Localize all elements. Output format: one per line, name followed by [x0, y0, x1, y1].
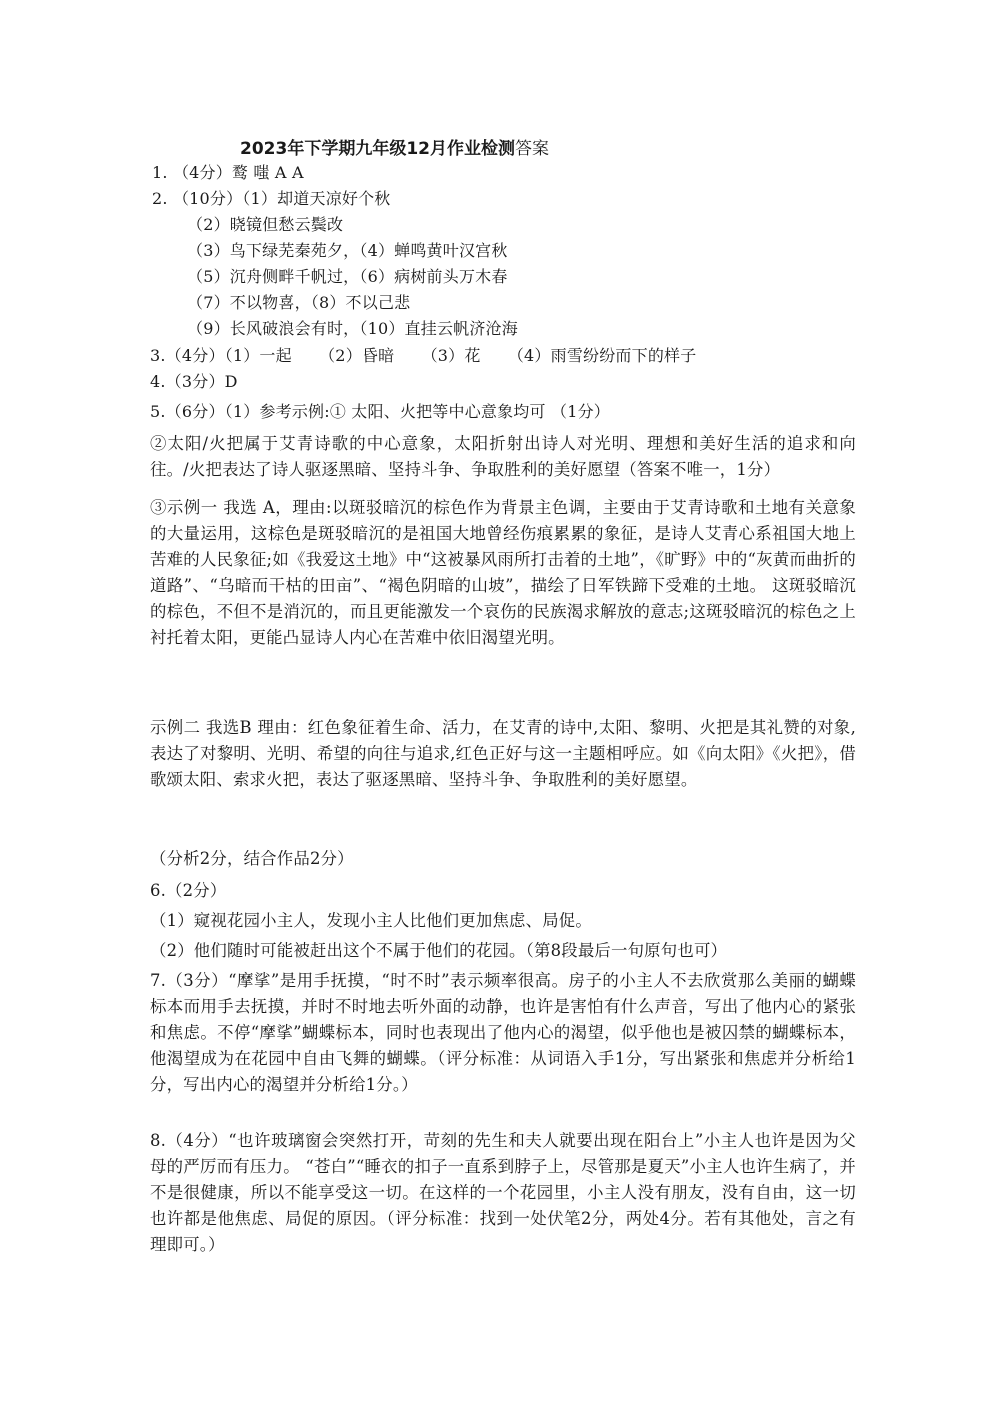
title-main: 2023年下学期九年级12月作业检测	[240, 139, 515, 159]
answer-q4: 4.（3分）D	[150, 372, 238, 391]
answer-q2-line4: （5）沉舟侧畔千帆过，（6）病树前头万木春	[187, 267, 508, 286]
answer-q5-example2: 示例二 我选B 理由：红色象征着生命、活力，在艾青的诗中,太阳、黎明、火把是其礼赞的对象,表达了对黎明、光明、希望的向往与追求,红色正好与这一主题相呼应。如《向太阳》《火把》，借歌颂太阳、索求火把，表达了驱逐黑暗、坚持斗争、争取胜利的美好愿望。	[150, 718, 856, 789]
page-title	[240, 134, 549, 159]
answer-q2-line5: （7）不以物喜，（8）不以己悲	[187, 293, 411, 312]
answer-q5-part3-example1: ③示例一 我选 A，理由:以斑驳暗沉的棕色作为背景主色调，主要由于艾青诗歌和土地有关意象的大量运用，这棕色是斑驳暗沉的是祖国大地曾经伤痕累累的象征，是诗人艾青心系祖国大地上苦难的人民象征;如《我爱这土地》中“这被暴风雨所打击着的土地”，《旷野》中的“灰黄而曲折的道路”、“乌暗而干枯的田亩”、“褐色阴暗的山坡”，描绘了日军铁蹄下受难的土地。 这斑驳暗沉的棕色，不但不是消沉的，而且更能激发一个哀伤的民族渴求解放的意志;这斑驳暗沉的棕色之上衬托着太阳，更能凸显诗人内心在苦难中依旧渴望光明。	[150, 498, 856, 647]
answer-q2-line2: （2）晓镜但愁云鬓改	[187, 215, 344, 234]
answer-q6-part2: （2）他们随时可能被赶出这个不属于他们的花园。（第8段最后一句原句也可）	[150, 941, 728, 960]
answer-q7: 7.（3分）“摩挲”是用手抚摸，“时不时”表示频率很高。房子的小主人不去欣赏那么美丽的蝴蝶标本而用手去抚摸，并时不时地去听外面的动静，也许是害怕有什么声音，写出了他内心的紧张和焦虑。不停“摩挲”蝴蝶标本，同时也表现出了他内心的渴望，似乎他也是被囚禁的蝴蝶标本，他渴望成为在花园中自由飞舞的蝴蝶。（评分标准：从词语入手1分，写出紧张和焦虑并分析给1分，写出内心的渴望并分析给1分。）	[150, 971, 856, 1094]
answer-q1: 1. （4分）鹜 嗤 A A	[152, 163, 304, 182]
answer-q2-line3: （3）鸟下绿芜秦苑夕，（4）蝉鸣黄叶汉宫秋	[187, 241, 508, 260]
answer-q5-scoring: （分析2分，结合作品2分）	[150, 849, 354, 868]
answer-q2-line1: 2. （10分）（1）却道天凉好个秋	[152, 189, 391, 208]
title-suffix: 答案	[514, 139, 549, 159]
answer-q2-line6: （9）长风破浪会有时，（10）直挂云帆济沧海	[187, 319, 518, 338]
answer-q5-part2: ②太阳/火把属于艾青诗歌的中心意象，太阳折射出诗人对光明、理想和美好生活的追求和向往。/火把表达了诗人驱逐黑暗、坚持斗争、争取胜利的美好愿望（答案不唯一，1分）	[150, 434, 856, 479]
answer-q6: 6.（2分）	[150, 881, 227, 900]
answer-q5-part1: 5.（6分）（1）参考示例:① 太阳、火把等中心意象均可 （1分）	[150, 402, 610, 421]
answer-q6-part1: （1）窥视花园小主人，发现小主人比他们更加焦虑、局促。	[150, 911, 592, 930]
answer-q3: 3.（4分）（1）一起 （2）昏暗 （3）花 （4）雨雪纷纷而下的样子	[150, 346, 697, 365]
answer-q8: 8.（4分）“也许玻璃窗会突然打开，苛刻的先生和夫人就要出现在阳台上”小主人也许是因为父母的严厉而有压力。 “苍白”“睡衣的扣子一直系到脖子上，尽管那是夏天”小主人也许生病了，并不是很健康，所以不能享受这一切。在这样的一个花园里，小主人没有朋友，没有自由，这一切也许都是他焦虑、局促的原因。（评分标准：找到一处伏笔2分，两处4分。若有其他处，言之有理即可。）	[150, 1131, 856, 1254]
